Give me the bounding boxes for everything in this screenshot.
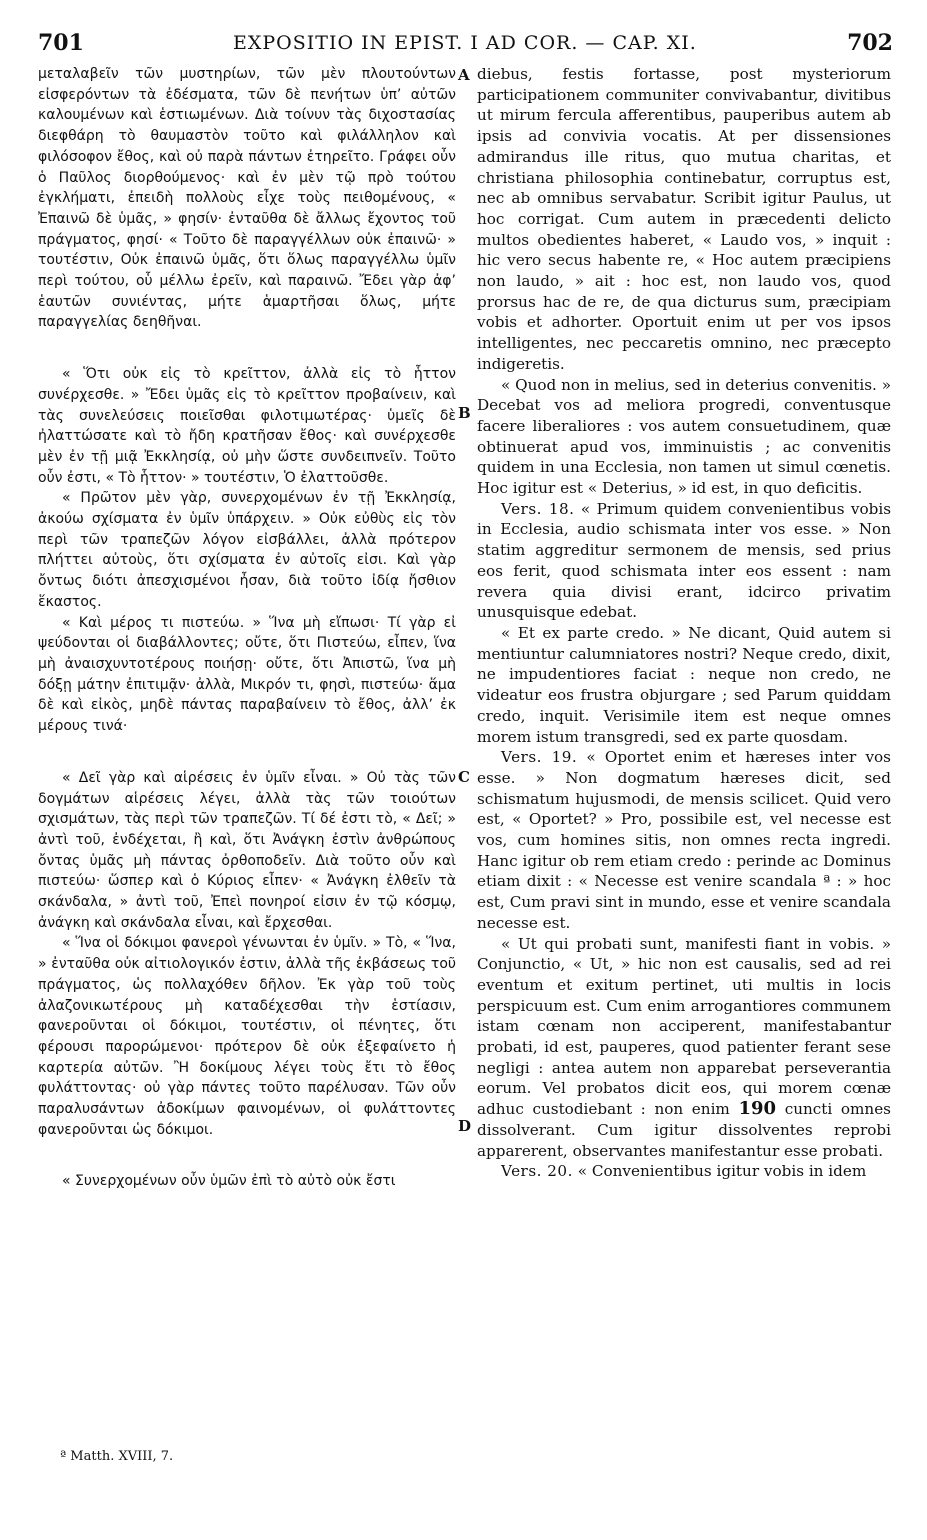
greek-paragraph: « Πρῶτον μὲν γὰρ, συνερχομένων ἐν τῇ Ἐκκλησίᾳ, ἀκούω σχίσματα ἐν ὑμῖν ὑπάρχειν. » Οὐκ εὐθὺς εἰς τὸν περὶ τῶν τραπεζῶν λόγον εἰσβάλλει, ἀλλὰ πρότερον πλήττει αὐτοὺς, ὅτι σχίσματα ἐν αὐτοῖς εἰσι. Καὶ γὰρ ὄντως διότι ἀπεσχισμένοι ἦσαν, διὰ τοῦτο ἰδίᾳ ἤσθιον ἕκαστος. (38, 490, 456, 610)
running-title: EXPOSITIO IN EPIST. I AD COR. — CAP. XI. (233, 32, 697, 54)
greek-paragraph: « Ἵνα οἱ δόκιμοι φανεροὶ γένωνται ἐν ὑμῖν. » Τὸ, « Ἵνα, » ἐνταῦθα οὐκ αἰτιολογικόν ἐστιν, ἀλλὰ τῆς ἐκβάσεως τοῦ πράγματος, ὡς πολλαχόθεν δῆλον. Ἐκ γὰρ τοῦ τοὺς ἀλαζονικωτέρους μὴ καταδέχεσθαι τὴν ἑστίασιν, φανεροῦνται οἱ δόκιμοι, τουτέστιν, οἱ πένητες, ὅτι φέρουσι παρορώμενοι· πρότερον δὲ οὐκ ἐξεφαίνετο ἡ καρτερία αὐτῶν. Ἢ δοκίμους λέγει τοὺς ἔτι τὸ ἔθος φυλάττοντας· οὐ γὰρ πάντες τοῦτο παρέλυσαν. Τῶν οὖν παραλυσάντων ἀδοκίμων φαινομένων, οἱ φυλάττοντες φανεροῦνται ὡς δόκιμοι. (38, 935, 456, 1138)
latin-paragraph: Vers. 18. « Primum quidem convenientibus vobis in Ecclesia, audio schismata inter vos esse. » Non statim aggreditur sermonem de mensis, sed prius eos ferit, quod schismata inter eos essent : nam revera quia divisi erant, idcirco privatim unusquisque edebat. (477, 499, 891, 622)
latin-paragraph: Vers. 20. « Convenientibus igitur vobis in idem (501, 1162, 867, 1181)
latin-paragraph: Vers. 19. « Oportet enim et hæreses inter vos esse. » Non dogmatum hæreses dicit, sed schismatum hujusmodi, de mensis scilicet. Quid vero est, « Oportet? » Pro, possibile est, vel necesse est vos, cum homines sitis, non omnes recta ingredi. Hanc igitur ob rem etiam credo : perinde ac Dominus etiam dixit : « Necesse est venire scandala ª : » hoc est, Cum pravi sint in mundo, esse et venire scandala necesse est. (477, 748, 891, 932)
latin-column (477, 64, 891, 1182)
page-number-right: 702 (847, 30, 893, 56)
verse-label: Vers. 18. (501, 499, 575, 518)
latin-paragraph: diebus, festis fortasse, post mysteriorum participationem communiter convivabantur, divitibus ut mirum fercula afferentibus, pauperibus autem ab ipsis ad convivia vocatis. At per dissensiones admirandus ille ritus, quo mutua charitas, et christiana philosophia continebatur, corruptus est, nec ab omnibus servabatur. Scribit igitur Paulus, ut hoc corrigat. Cum autem in præcedenti delicto multos obedientes haberet, « Laudo vos, » inquit : hic vero secus habente re, « Hoc autem præcipiens non laudo, » ait : hoc est, non laudo vos, quod prorsus hac de re, de qua dicturus sum, præcipiam vobis et adhorter. Oportuit enim ut per vos ipsos intelligentes, nec peccaretis omnino, nec præcepto indigeretis. (477, 65, 891, 373)
greek-paragraph: « Ὅτι οὐκ εἰς τὸ κρεῖττον, ἀλλὰ εἰς τὸ ἧττον συνέρχεσθε. » Ἔδει ὑμᾶς εἰς τὸ κρεῖττον προβαίνειν, καὶ τὰς συνελεύσεις ποιεῖσθαι φιλοτιμωτέρας· ὑμεῖς δὲ ἠλαττώσατε καὶ τὸ ἤδη κρατῆσαν ἔθος· καὶ συνέρχεσθε μὲν ἐν τῇ μιᾷ Ἐκκλησίᾳ, οὐ μὴν ὥστε συνδειπνεῖν. Τοῦτο οὖν ἐστι, « Τὸ ἧττον· » τουτέστιν, Ὁ ἐλαττοῦσθε. (38, 366, 456, 486)
latin-paragraph: « Et ex parte credo. » Ne dicant, Quid autem si mentiuntur calumniatores nostri? Neque credo, dixit, ne impudentiores faciat : neque non credo, ne videatur eos frustra objurgare ; sed Parum quiddam credo, inquit. Verisimile item est neque omnes morem istum transgredi, sed ex parte quosdam. (477, 623, 891, 746)
greek-column (38, 64, 456, 1192)
latin-paragraph: « Ut qui probati sunt, manifesti fiant in vobis. » Conjunctio, « Ut, » hic non est causalis, sed ad rei eventum et exitum pertinet, uti multis in locis perspicuum est. Cum enim arrogantiores communem istam cœnam non acciperent, manifestabantur probati, id est, pauperes, quod patienter ferant sese negligi : antea autem non apparebat perseverantia eorum. Vel probatos dicit eos, qui morem cœnæ adhuc custodiebant : non enim 190 cuncti omnes dissolverant. Cum igitur dissolventes reprobi apparerent, observantes manifestantur esse probati. (477, 934, 891, 1160)
page-number-left: 701 (38, 30, 84, 56)
margin-marker-c: C (458, 768, 470, 786)
column-number: 190 (738, 1098, 777, 1120)
margin-marker-b: B (458, 404, 471, 422)
verse-label: Vers. 19. (501, 748, 578, 767)
latin-paragraph: « Quod non in melius, sed in deterius convenitis. » Decebat vos ad meliora progredi, conventusque facere liberaliores : vos autem consuetudinem, quæ obtinuerat apud vos, imminuistis ; ac convenitis quidem in una Ecclesia, non tamen ut simul cœnetis. Hoc igitur est « Deterius, » id est, in quo deficitis. (477, 375, 891, 498)
margin-marker-d: D (458, 1117, 472, 1135)
greek-paragraph: « Καὶ μέρος τι πιστεύω. » Ἵνα μὴ εἴπωσι· Τί γὰρ εἰ ψεύδονται οἱ διαβάλλοντες; οὔτε, ὅτι Πιστεύω, εἶπεν, ἵνα μὴ ἀναισχυντοτέρους ποιήσῃ· οὔτε, ὅτι Ἀπιστῶ, ἵνα μὴ δόξῃ μάτην ἐπιτιμᾷν· ἀλλὰ, Μικρόν τι, φησὶ, πιστεύω· ἅμα δὲ καὶ εἰκὸς, μηδὲ πάντας παραβαίνειν τὸ ἔθος, ἀλλ’ ἐκ μέρους τινά· (38, 614, 456, 735)
greek-paragraph: « Συνερχομένων οὖν ὑμῶν ἐπὶ τὸ αὐτὸ οὐκ ἔστι (62, 1173, 396, 1190)
greek-paragraph: μεταλαβεῖν τῶν μυστηρίων, τῶν μὲν πλουτούντων εἰσφερόντων τὰ ἐδέσματα, τῶν δὲ πενήτων ὑπ’ αὐτῶν καλουμένων καὶ ἑστιωμένων. Διὰ τοίνυν τὰς διχοστασίας διεφθάρη τὸ θαυμαστὸν τοῦτο καὶ φιλάλληλον καὶ φιλόσοφον ἔθος, καὶ οὐ παρὰ πάντων ἐτηρεῖτο. Γράφει οὖν ὁ Παῦλος διορθούμενος· καὶ ἐν μὲν τῷ πρὸ τούτου ἐγκλήματι, ἐπειδὴ πολλοὺς εἶχε τοὺς πειθομένους, « Ἐπαινῶ δὲ ὑμᾶς, » φησίν· ἐνταῦθα δὲ ἄλλως ἔχοντος τοῦ πράγματος, φησί· « Τοῦτο δὲ παραγγέλλων οὐκ ἐπαινῶ· » τουτέστιν, Οὐκ ἐπαινῶ ὑμᾶς, ὅτι ὅλως παραγγέλλω ὑμῖν περὶ τούτου, οὗ μέλλω ἐρεῖν, καὶ παραινῶ. Ἔδει γὰρ ἀφ’ ἑαυτῶν συνιέντας, μήτε ἁμαρτῆσαι ὅλως, μήτε παραγγελίας δεηθῆναι. (38, 66, 456, 331)
footnote: ª Matth. XVIII, 7. (60, 1449, 174, 1464)
greek-paragraph: « Δεῖ γὰρ καὶ αἱρέσεις ἐν ὑμῖν εἶναι. » Οὐ τὰς τῶν δογμάτων αἱρέσεις λέγει, ἀλλὰ τὰς τῶν τοιούτων σχισμάτων, τὰς περὶ τῶν τραπεζῶν. Τί δέ ἐστι τὸ, « Δεῖ; » ἀντὶ τοῦ, ἐνδέχεται, ἢ καὶ, ὅτι Ἀνάγκη ἐστὶν ἀνθρώπους ὄντας ὑμᾶς μὴ πάντας ὀρθοποδεῖν. Διὰ τοῦτο οὖν καὶ πιστεύω· ὥσπερ καὶ ὁ Κύριος εἶπεν· « Ἀνάγκη ἐλθεῖν τὰ σκάνδαλα, » ἀντὶ τοῦ, Ἐπεὶ πονηροί εἰσιν ἐν τῷ κόσμῳ, ἀνάγκη καὶ σκάνδαλα εἶναι, καὶ ἔρχεσθαι. (38, 769, 456, 931)
margin-marker-a: A (458, 66, 470, 84)
page-header (38, 30, 893, 64)
verse-label: Vers. 20. (501, 1162, 573, 1181)
